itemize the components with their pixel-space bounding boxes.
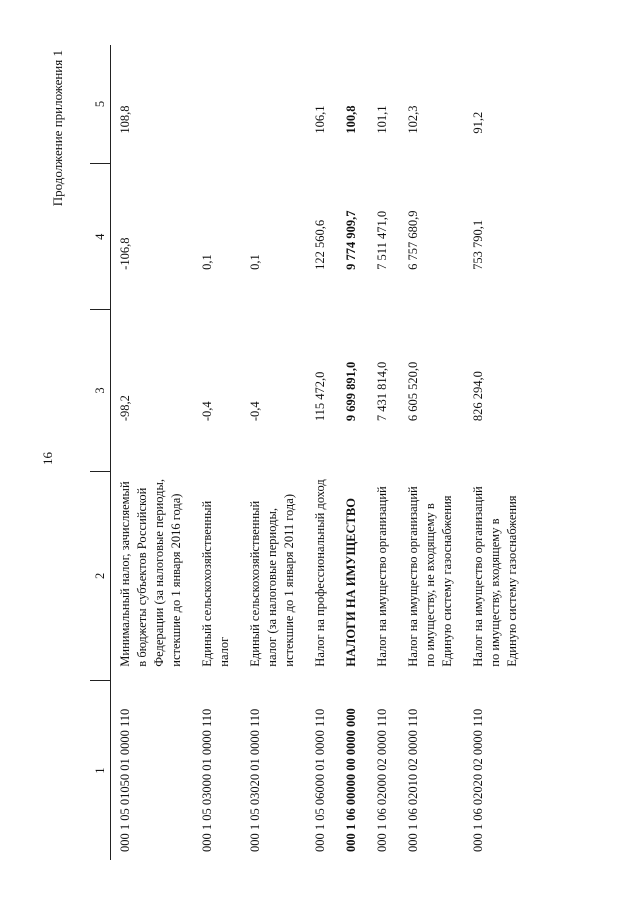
row-col3-value: 9 699 891,0 (344, 361, 358, 422)
row-col3-value: 826 294,0 (471, 371, 485, 422)
row-col5-value (241, 45, 306, 164)
budget-table (90, 45, 529, 860)
row-code: 000 1 06 02020 02 0000 110 (471, 708, 485, 852)
table-row (337, 45, 368, 860)
table-row (111, 45, 194, 860)
table-row (241, 45, 306, 860)
row-col4-value: 9 774 909,7 (344, 210, 358, 270)
table-row (193, 45, 241, 860)
row-name: Налог на имущество организаций по имуществу, не входящему в Единую систему газоснабжения (406, 486, 454, 667)
table-row (368, 45, 399, 860)
row-col5-value: 106,1 (313, 105, 327, 134)
row-name: НАЛОГИ НА ИМУЩЕСТВО (344, 498, 358, 667)
header-col-4: 4 (90, 164, 111, 310)
row-col5-value (193, 45, 241, 164)
table-row (399, 45, 464, 860)
row-col3-value: -0,4 (248, 401, 262, 422)
table-row (464, 45, 529, 860)
row-col3-value: -0,4 (200, 401, 214, 422)
table-row (306, 45, 337, 860)
header-col-3: 3 (90, 310, 111, 471)
row-col5-value: 100,8 (344, 105, 358, 134)
header-col-1: 1 (90, 681, 111, 860)
continuation-title: Продолжение приложения 1 (50, 50, 65, 207)
row-col5-value: 101,1 (375, 105, 389, 134)
row-col5-value: 91,2 (471, 111, 485, 134)
row-col4-value: 0,1 (200, 254, 214, 270)
row-col4-value: 6 757 680,9 (406, 210, 420, 270)
row-code: 000 1 05 06000 01 0000 110 (313, 708, 327, 852)
row-col3-value: -98,2 (118, 395, 132, 422)
table-header (90, 45, 111, 860)
row-col4-value: 753 790,1 (471, 219, 485, 270)
row-code: 000 1 05 01050 01 0000 110 (118, 708, 132, 852)
row-code: 000 1 05 03000 01 0000 110 (200, 708, 214, 852)
row-col3-value: 7 431 814,0 (375, 361, 389, 422)
row-name: Единый сельскохозяйственный налог (200, 500, 231, 667)
row-name: Налог на профессиональный доход (313, 479, 327, 667)
row-code: 000 1 06 02010 02 0000 110 (406, 708, 420, 852)
row-col4-value: 7 511 471,0 (375, 210, 389, 270)
header-col-2: 2 (90, 471, 111, 681)
row-name: Единый сельскохозяйственный налог (за налоговые периоды, истекшие до 1 января 2011 года) (248, 493, 296, 667)
row-col3-value: 115 472,0 (313, 371, 327, 422)
row-name: Налог на имущество организаций (375, 486, 389, 667)
table-body (111, 45, 530, 860)
row-col4-value: 0,1 (248, 254, 262, 270)
row-name: Налог на имущество организаций по имуществу, входящему в Единую систему газоснабжения (471, 486, 519, 667)
page-number: 16 (40, 452, 55, 465)
row-col5-value: 102,3 (406, 105, 420, 134)
row-col3-value: 6 605 520,0 (406, 361, 420, 422)
row-code: 000 1 05 03020 01 0000 110 (248, 708, 262, 852)
header-row (90, 45, 111, 860)
row-col4-value: -106,8 (118, 237, 132, 270)
row-code: 000 1 06 02000 02 0000 110 (375, 708, 389, 852)
row-name: Минимальный налог, зачисляемый в бюджеты субъектов Российской Федерации (за налоговые периоды, истекшие до 1 января 2016 года) (118, 478, 183, 667)
row-code: 000 1 06 00000 00 0000 000 (344, 708, 358, 852)
header-col-5: 5 (90, 45, 111, 164)
row-col4-value: 122 560,6 (313, 219, 327, 270)
row-col5-value: 108,8 (118, 105, 132, 134)
